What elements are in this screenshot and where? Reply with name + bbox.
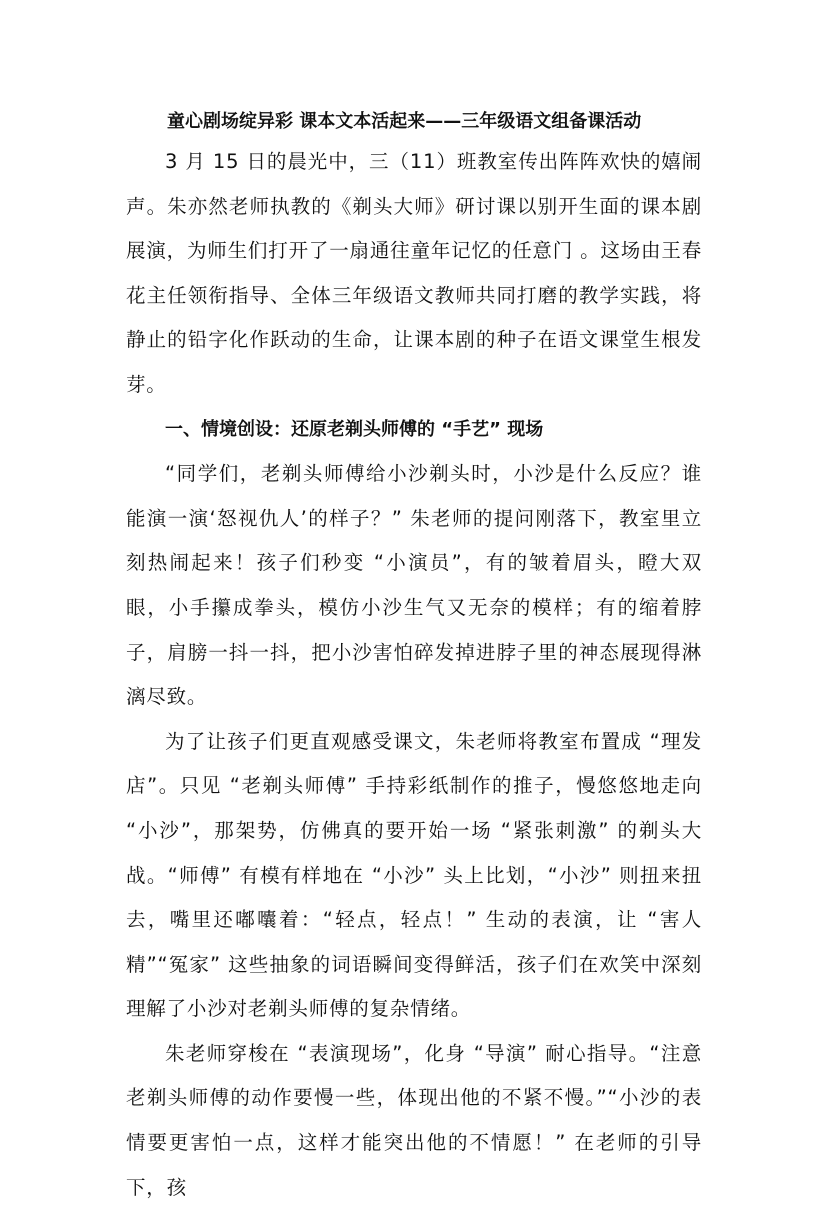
document-title: 童心剧场绽异彩 课本文本活起来——三年级语文组备课活动 bbox=[167, 111, 642, 132]
section-heading: 一、情境创设：还原老剃头师傅的 “手艺” 现场 bbox=[165, 418, 544, 440]
section-paragraph-3: 朱老师穿梭在 “表演现场”，化身 “导演” 耐心指导。“注意老剃头师傅的动作要慢一些，体现出他的不紧不慢。”“小沙的表情要更害怕一点，这样才能突出他的不情愿！” 在老师的引导下，孩 bbox=[126, 1041, 702, 1199]
document-page bbox=[126, 104, 702, 1210]
section-paragraph-1: “同学们，老剃头师傅给小沙剃头时，小沙是什么反应？谁能演一演‘怒视仇人’的样子？” 朱老师的提问刚落下，教室里立刻热闹起来！孩子们秒变 “小演员”，有的皱着眉头，瞪大双眼，小手攥成拳头，模仿小沙生气又无奈的模样；有的缩着脖子，肩膀一抖一抖，把小沙害怕碎发掉进脖子里的神态展现得淋漓尽致。 bbox=[126, 462, 702, 709]
intro-paragraph: 3 月 15 日的晨光中，三（11）班教室传出阵阵欢快的嬉闹声。朱亦然老师执教的《剃头大师》研讨课以别开生面的课本剧展演，为师生们打开了一扇通往童年记忆的任意门 。这场由王春花主任领衔指导、全体三年级语文教师共同打磨的教学实践，将静止的铅字化作跃动的生命，让课本剧的种子在语文课堂生根发芽。 bbox=[126, 150, 702, 396]
section-paragraph-2: 为了让孩子们更直观感受课文，朱老师将教室布置成 “理发店”。只见 “老剃头师傅” 手持彩纸制作的推子，慢悠悠地走向 “小沙”，那架势，仿佛真的要开始一场 “紧张刺激” 的剃头大战。“师傅” 有模有样地在 “小沙” 头上比划，“小沙” 则扭来扭去，嘴里还嘟囔着：“轻点，轻点！” 生动的表演，让 “害人精”“冤家” 这些抽象的词语瞬间变得鲜活，孩子们在欢笑中深刻理解了小沙对老剃头师傅的复杂情绪。 bbox=[126, 729, 702, 1021]
